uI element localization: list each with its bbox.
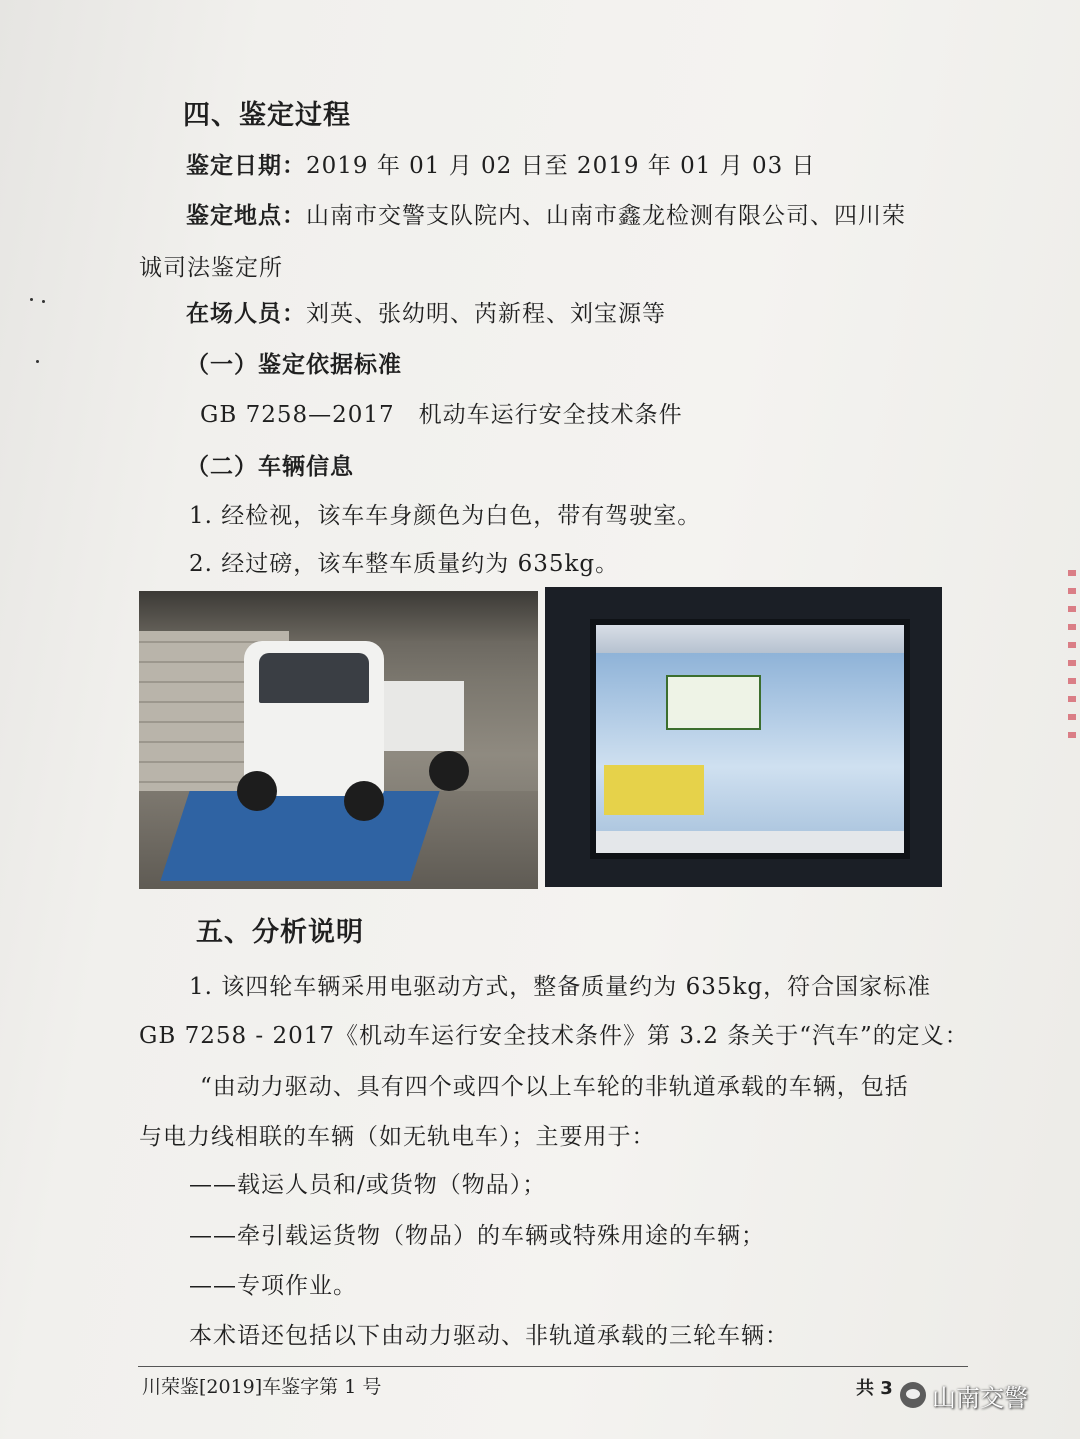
weighing-monitor-photo xyxy=(545,587,942,887)
watermark xyxy=(900,1372,1060,1418)
place-continued: 诚司法鉴定所 xyxy=(139,255,283,281)
screen-taskbar xyxy=(596,831,904,853)
date-value: 2019 年 01 月 02 日至 2019 年 01 月 03 日 xyxy=(306,153,816,179)
truck-window xyxy=(259,653,369,703)
analysis-line-2: GB 7258 - 2017《机动车运行安全技术条件》第 3.2 条关于“汽车”的定义： xyxy=(139,1023,969,1049)
subsection-standard-title: （一）鉴定依据标准 xyxy=(186,352,402,378)
wheel xyxy=(237,771,277,811)
place-row xyxy=(186,197,906,230)
vehicle-info-line-1: 1. 经检视，该车车身颜色为白色，带有驾驶室。 xyxy=(189,503,702,529)
people-label: 在场人员： xyxy=(186,301,306,327)
monitor-screen xyxy=(590,619,910,859)
page-info: 共 3 xyxy=(856,1378,893,1399)
page-speck xyxy=(30,298,33,301)
date-row xyxy=(186,147,816,180)
vehicle-photo xyxy=(139,591,538,889)
place-value: 山南市交警支队院内、山南市鑫龙检测有限公司、四川荣 xyxy=(306,203,906,229)
section-5-title: 五、分析说明 xyxy=(196,917,364,948)
wheel xyxy=(429,751,469,791)
section-4-title: 四、鉴定过程 xyxy=(183,100,351,131)
wheel xyxy=(344,781,384,821)
watermark-text: 山南交警 xyxy=(932,1383,1028,1412)
analysis-line-1: 1. 该四轮车辆采用电驱动方式，整备质量约为 635kg，符合国家标准 xyxy=(189,974,932,1000)
truck-bed xyxy=(384,681,464,751)
screen-weight-panel xyxy=(604,765,704,815)
vehicle-info-line-2: 2. 经过磅，该车整车质量约为 635kg。 xyxy=(189,551,620,577)
page-speck xyxy=(36,360,39,363)
people-value: 刘英、张幼明、芮新程、刘宝源等 xyxy=(306,301,666,327)
page-speck xyxy=(42,300,45,303)
people-row xyxy=(186,295,666,328)
place-label: 鉴定地点： xyxy=(186,203,306,229)
footer-divider xyxy=(138,1366,968,1367)
quote-line-2: 与电力线相联的车辆（如无轨电车）；主要用于： xyxy=(139,1124,656,1150)
analysis-last-line: 本术语还包括以下由动力驱动、非轨道承载的三轮车辆： xyxy=(189,1323,789,1349)
definition-item-2: ——牵引载运货物（物品）的车辆或特殊用途的车辆； xyxy=(189,1223,765,1249)
document-number: 川荣鉴[2019]车鉴字第 1 号 xyxy=(142,1376,382,1398)
subsection-vehicle-title: （二）车辆信息 xyxy=(186,454,354,480)
weighing-scale xyxy=(160,791,439,881)
binding-edge-mark xyxy=(1068,570,1076,740)
date-label: 鉴定日期： xyxy=(186,153,306,179)
definition-item-3: ——专项作业。 xyxy=(189,1273,357,1299)
wechat-icon xyxy=(900,1382,926,1408)
definition-item-1: ——载运人员和/或货物（物品）； xyxy=(189,1172,547,1198)
standard-line: GB 7258—2017 机动车运行安全技术条件 xyxy=(200,402,683,428)
screen-header xyxy=(596,625,904,653)
screen-dialog xyxy=(666,675,761,730)
quote-line-1: “由动力驱动、具有四个或四个以上车轮的非轨道承载的车辆，包括 xyxy=(200,1074,909,1100)
